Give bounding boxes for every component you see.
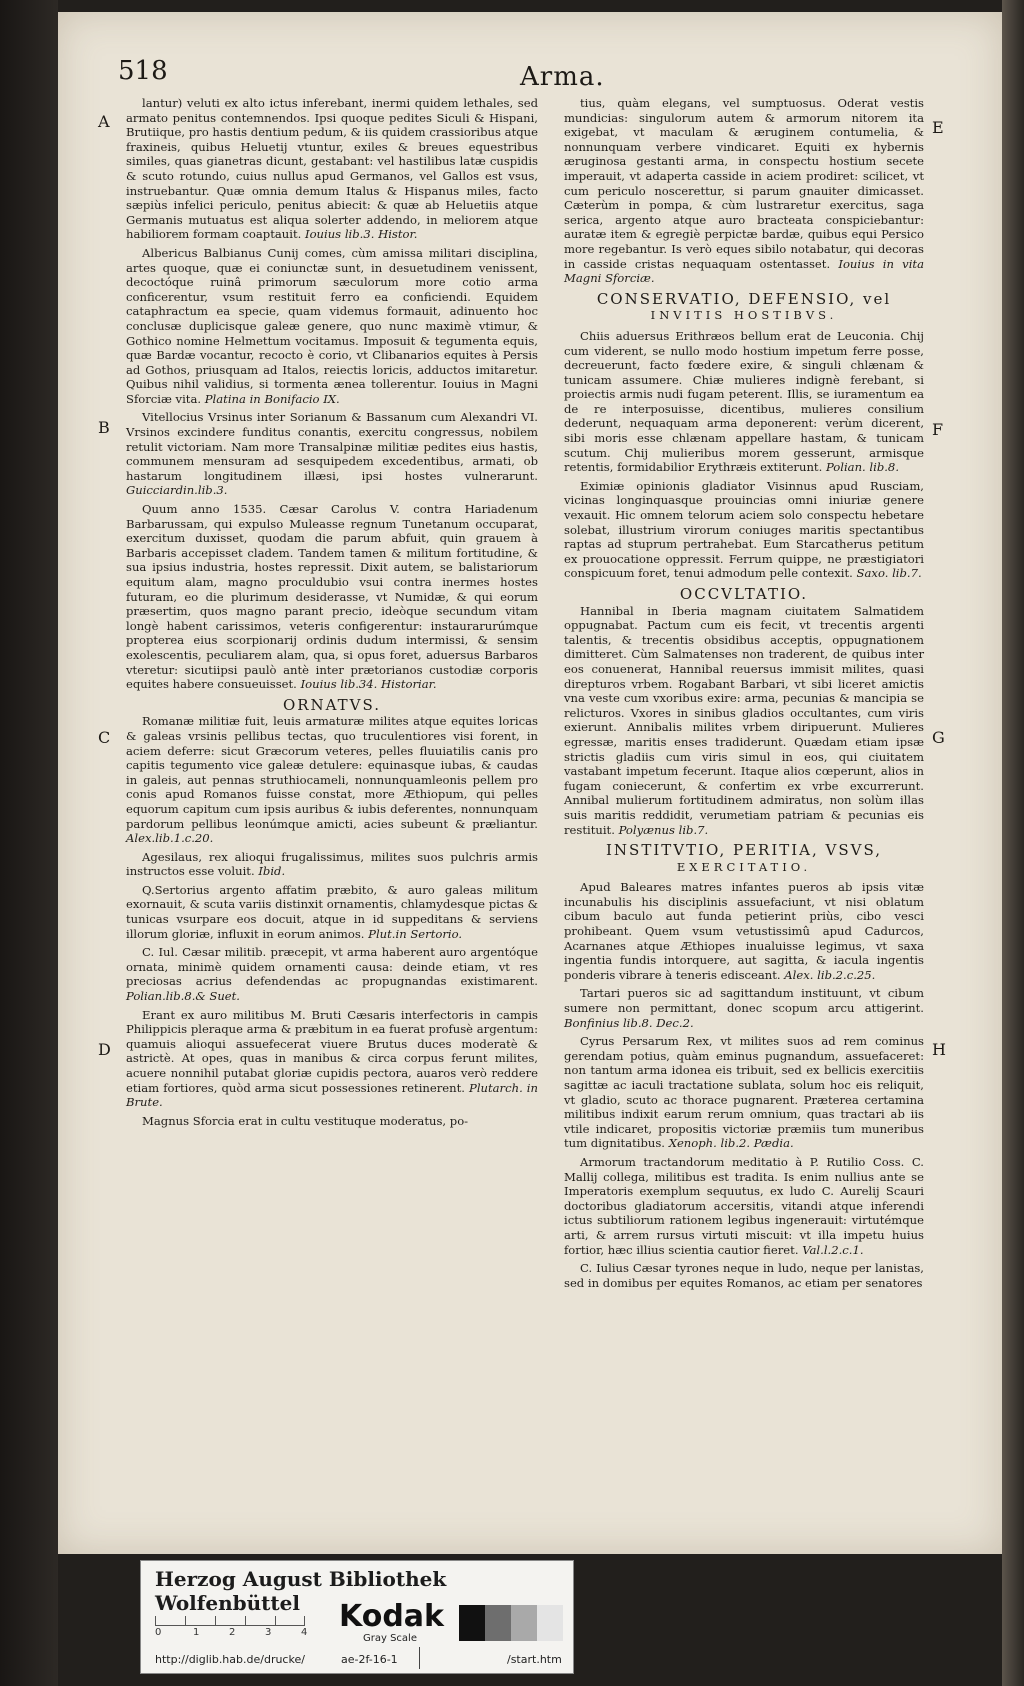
scale-number: 2	[229, 1627, 236, 1638]
paragraph	[564, 329, 924, 475]
citation: Alex. lib.2.c.25.	[784, 967, 876, 982]
section-subheading: INVITIS HOSTIBVS.	[650, 308, 838, 323]
paragraph	[126, 1008, 538, 1110]
section-heading: CONSERVATIO, DEFENSIO, vel	[596, 289, 892, 308]
section-heading: OCCVLTATIO.	[679, 585, 809, 603]
paragraph	[564, 1261, 924, 1290]
paragraph-text: Agesilaus, rex alioqui frugalissimus, milites suos pulchris armis instructos esse voluit.	[126, 849, 538, 879]
paragraph-text: Armorum tractandorum meditatio à P. Rutilio Coss. C. Mallij collega, militibus est tradita. Is enim nullius ante se Imperatoris exemplum sequutus, ex ludo C. Aurelij Scauri doctoribus gladiatorum accersitis, vitandi atque inferendi ictus subtiliorum rationem legibus ingenerauit: virtutémque arti, & arrem rursus virtuti miscuit: vt illa impetu huius fortior, hæc illius scientia cautior fieret.	[564, 1154, 924, 1257]
scale-number: 3	[265, 1627, 272, 1638]
paragraph	[126, 502, 538, 692]
paragraph-text: Cyrus Persarum Rex, vt milites suos ad rem cominus gerendam potius, quàm eminus pugnandum, assuefaceret: non tantum arma idonea eis tribuit, sed ex bellicis exercitiis sagittæ ac iaculi tractatione sublata, solum hoc eis reliquit, vt gladio, scuto ac thorace pugnarent. Præterea certamina militibus indixit earum rerum omnium, quas tractari ab iis vtile indicaret, propositis victoriæ præmiis tum muneribus tum dignitatibus.	[564, 1034, 924, 1151]
scale-number: 0	[155, 1627, 162, 1638]
paragraph-text: Apud Baleares matres infantes pueros ab ipsis vitæ incunabulis his disciplinis assuefaciunt, vt nisi oblatum cibum baculo aut funda petierint priùs, cibo vesci prohibeant. Quem vsum vetustissimû apud Cadurcos, Acarnanes atque Æthiopes inualuisse legimus, vt saxa ingentia fundis intorquere, aut sagitta, & iacula ingentis ponderis vibrare à teneris edisceant.	[564, 880, 924, 982]
citation: Iouius lib.34. Historiar.	[300, 677, 437, 692]
citation: Iouius in vita Magni Sforciæ.	[564, 256, 924, 286]
paragraph	[126, 945, 538, 1003]
kodak-logo: Kodak	[339, 1599, 444, 1634]
citation: Saxo. lib.7.	[856, 566, 922, 581]
margin-marker-right: E	[932, 118, 944, 137]
citation: Val.l.2.c.1.	[802, 1242, 864, 1257]
left-text-column	[126, 96, 538, 1132]
margin-marker-left: C	[98, 728, 111, 747]
paragraph	[126, 410, 538, 498]
scan-right-edge	[1002, 0, 1024, 1686]
margin-marker-left: D	[98, 1040, 111, 1059]
url-base: http://diglib.hab.de/drucke/	[155, 1653, 305, 1666]
paragraph	[564, 1155, 924, 1257]
margin-marker-right: F	[932, 420, 944, 439]
margin-marker-right: H	[932, 1040, 946, 1059]
paragraph-text: Hannibal in Iberia magnam ciuitatem Salmatidem oppugnabat. Pactum cum eis fecit, vt trecentis argenti talentis, & trecentis obsidibus acceptis, oppugnationem dimitteret. Cùm Salmatenses non traderent, de quibus inter eos conuenerat, Hannibal reuersus immisit milites, quasi direpturos vrbem. Rogabant Barbari, vt sibi liceret amictis vna veste cum vxoribus exire: arma, pecunias & mancipia se relicturos. Vxores in sinibus gladios occultantes, cum viris exierunt. Annibalis milites vrbem diripuerunt. Mulieres egressæ, maritis enses tradiderunt. Quædam etiam ipsæ strictis gladiis cum viris simul in eos, qui ciuitatem vastabant impetum fecerunt. Itaque alios cœperunt, alios in fugam coniecerunt, & confertim ex vrbe excurrerunt. Annibal mulierum fortitudinem admiratus, non solùm illas suis maritis reddidit, verumetiam patriam & pecunias eis restituit.	[564, 603, 924, 837]
gray-swatch-mid	[511, 1605, 537, 1641]
citation: Polyænus lib.7.	[618, 822, 709, 837]
paragraph-text: Romanæ militiæ fuit, leuis armaturæ milites atque equites loricas & galeas vrsinis pellibus tectas, quo truculentiores visi forent, in aciem deferre: sicut Græcorum veteres, pelles fluuiatilis canis pro capitis tegumento vice galeæ detulere: equinasque iubas, & caudas in galeis, aut pennas struthiocameli, nonnunquamleonis pellem pro conis apud Romanos fuisse constat, more Æthiopum, qui pelles equorum capitum cum ipsis auribus & iubis deferentes, nonnunquam pardorum pellibus leonúmque amicti, acies subeunt & præliantur.	[126, 714, 538, 831]
section-heading: ORNATVS.	[282, 695, 382, 714]
citation: Xenoph. lib.2. Pædia.	[668, 1136, 794, 1151]
url-end: /start.htm	[507, 1653, 562, 1666]
citation: Polian. lib.8.	[825, 460, 899, 475]
scan-left-edge	[0, 0, 58, 1686]
scale-ruler	[155, 1603, 305, 1626]
paragraph	[564, 96, 924, 286]
paragraph	[564, 880, 924, 982]
paragraph-text: C. Iul. Cæsar militib. præcepit, vt arma haberent auro argentóque ornata, minimè quidem ornamenti causa: deinde etiam, vt res preciosas acrius defendendas ac propugnandas existimarent.	[126, 945, 538, 989]
paragraph-text: Magnus Sforcia erat in cultu vestituque moderatus, po-	[142, 1113, 469, 1128]
paragraph-text: C. Iulius Cæsar tyrones neque in ludo, neque per lanistas, sed in domibus per equites Romanos, ac etiam per senatores	[564, 1261, 924, 1290]
paragraph	[564, 986, 924, 1030]
paragraph	[564, 604, 924, 838]
shelfmark: ae-2f-16-1	[341, 1653, 398, 1666]
gray-swatch-light	[537, 1605, 563, 1641]
paragraph-text: Tartari pueros sic ad sagittandum instituunt, vt cibum sumere non permittant, donec scopum arcu attigerint.	[564, 986, 924, 1016]
paragraph	[126, 246, 538, 407]
margin-marker-left: B	[98, 418, 110, 437]
paragraph	[126, 850, 538, 879]
paragraph-text: Albericus Balbianus Cunij comes, cùm amissa militari disciplina, artes quoque, quæ ei coniunctæ sunt, in desuetudinem venissent, decoctóque ruinâ primorum sæculorum more cotio arma conficerentur, vsum restituit ferro ea conficiendi. Equidem cataphractum ea specie, quam videmus formauit, adinuento hoc conclusæ duplicisque galeæ genere, quo nunc maximè vtimur, & Gothico nomine Helmettum vocitamus. Imposuit & tegumenta equis, quæ Bardæ vocantur, recocto è corio, vt Clibanarios equites à Persis ad Gothos, priusquam ad Italos, reiectis loricis, adductos imitaretur. Quibus nihil validius, si tormenta ænea tollerentur. Iouius in Magni Sforciæ vita.	[126, 245, 538, 406]
citation: Plutarch. in Brute.	[126, 1080, 538, 1110]
paragraph-text: tius, quàm elegans, vel sumptuosus. Oderat vestis mundicias: singulorum autem & armorum nitorem ita exigebat, vt maculam & æruginem contumelia, & nonnunquam verbere vindicaret. Equiti ex hybernis æruginosa gestanti arma, in conspectu hostium secete imperauit, vt adaperta casside in aciem prodiret: scilicet, vt cum periculo noscerettur, si parum gnauiter dimicasset. Cæterùm in pompa, & cùm lustraretur exercitus, saga serica, argento atque auro bracteata conspiciebantur: auratæ item & egregiè perpictæ bardæ, quibus equi Persico more regebantur. Is verò eques sibilo notabatur, qui decoras in casside cristas nequaquam ostentasset.	[564, 96, 924, 271]
citation: Ibid.	[258, 864, 286, 879]
paragraph	[126, 96, 538, 242]
citation: Platina in Bonifacio IX.	[204, 391, 340, 406]
paragraph-text: Eximiæ opinionis gladiator Visinnus apud Rusciam, vicinas longinquasque prouincias omni iniuriæ genere vexauit. Hic omnem telorum aciem solo conspectu hebetare solebat, illustrium virorum coniuges maritis spectantibus raptas ad stuprum pertrahebat. Eum Starcatherus petitum ex prouocatione oppressit. Ferrum quippe, ne præstigiatori conspicuum foret, tenui admodum pelle contexit.	[564, 478, 924, 581]
scale-number: 1	[193, 1627, 200, 1638]
margin-marker-right: G	[932, 728, 945, 747]
archive-label-card	[140, 1560, 574, 1674]
library-name: Herzog August Bibliothek Wolfenbüttel	[155, 1567, 447, 1615]
running-title: Arma.	[520, 62, 605, 92]
label-divider	[419, 1647, 420, 1669]
paragraph-text: Erant ex auro militibus M. Bruti Cæsaris interfectoris in campis Philippicis pleraque arma & præbitum in ea fuerat profusè argentum: quamuis alioqui assuefecerat viuere Brutus duces moderatè & astrictè. At opes, quas in manibus & circa corpus ferunt milites, acuere nonnihil putabat gloriæ cupidis pectora, auaros verò reddere etiam fortiores, quòd arma sicut possessiones retinerent.	[126, 1007, 538, 1095]
gray-swatch-black	[459, 1605, 485, 1641]
paragraph-text: Chiis aduersus Erithræos bellum erat de Leuconia. Chij cum viderent, se nullo modo hostium impetum ferre posse, decreuerunt, facto fœdere exire, & singuli chlænam & tunicam assumere. Chiæ mulieres indignè ferebant, si proiectis armis nudi fugam peterent. Illis, se iuramentum ea de re interposuisse, dicentibus, mulieres consilium dederunt, nequaquam arma deponerent: verùm dicerent, sibi moris esse chlænam appellare hastam, & tunicam scutum. Chij mulieribus morem gesserunt, armisque retentis, formidabilior Erythræis extiterunt.	[564, 328, 924, 475]
citation: Iouius lib.3. Histor.	[304, 227, 418, 242]
paragraph	[126, 1114, 538, 1129]
paragraph-text: lantur) veluti ex alto ictus inferebant, inermi quidem lethales, sed armato penitus contemnendos. Ipsi quoque pedites Siculi & Hispani, Brutiique, pro hastis dentium pedum, & iis quidem crassioribus atque fraxineis, quibus Heluetij vtuntur, exiles & breues equestribus similes, quas gianetras dicunt, gestabant: vel hastilibus latæ cuspidis & scuto rotundo, cuius nullus apud Germanos, vel Gallos est vsus, instruebantur. Quæ omnia demum Italus & Hispanus miles, facto sæpiùs infelici periculo, penitus abiecit: & quæ ab Heluetiis atque Germanis mutuatus est aliqua solerter addendo, in meliorem atque habiliorem formam coaptauit.	[126, 96, 538, 242]
citation: Alex.lib.1.c.20.	[126, 831, 214, 846]
paragraph	[564, 1034, 924, 1151]
paragraph-text: Q.Sertorius argento affatim præbito, & auro galeas militum exornauit, & scuta variis distinxit ornamentis, chlamydesque pictas & tunicas vsurpare eos docuit, atque in id suppeditans & serviens illorum gloriæ, influxit in eorum animos.	[126, 882, 538, 941]
margin-marker-left: A	[98, 112, 110, 131]
paragraph	[126, 883, 538, 941]
scale-number: 4	[301, 1627, 308, 1638]
page-number: 518	[118, 56, 168, 86]
paragraph-text: Quum anno 1535. Cæsar Carolus V. contra Hariadenum Barbarussam, qui expulso Muleasse regnum Tunetanum occuparat, exercitum duxisset, quodam die parum abfuit, quin grauem à Barbaris accepisset cladem. Tandem tamen & militum fortitudine, & sua ipsius industria, hostes repressit. Dixit autem, se balistariorum equitum alam, magno proculdubio vsui contra inermes hostes futuram, eo die plurimum desiderasse, vt Numidæ, & qui eorum præsertim, quos magno parant precio, ideòque secundum vitam longè habent carissimos, veteris configerentur: instaurarurúmque propterea eius scorpionarij ordinis dudum intermissi, & sensim exolescentis, peculiarem alam, qua, si opus foret, aduersus Barbaros vteretur: sicutiipsi paulò antè inter prætorianos custodiæ corporis equites habere consueuisset.	[126, 502, 538, 692]
section-heading: INSTITVTIO, PERITIA, VSVS,	[606, 841, 882, 860]
gray-scale-label: Gray Scale	[363, 1633, 417, 1644]
citation: Bonfinius lib.8. Dec.2.	[564, 1015, 694, 1030]
paragraph	[564, 479, 924, 581]
right-text-column	[564, 96, 924, 1294]
paragraph	[126, 714, 538, 845]
citation: Guicciardin.lib.3.	[126, 483, 228, 498]
gray-swatch-dark	[485, 1605, 511, 1641]
citation: Plut.in Sertorio.	[368, 926, 463, 941]
citation: Polian.lib.8.& Suet.	[126, 989, 240, 1004]
paragraph-text: Vitellocius Vrsinus inter Sorianum & Bassanum cum Alexandri VI. Vrsinos excindere funditus conantis, exercitu congressus, nobilem retulit victoriam. Nam more Transalpinæ militiæ pedites eius hastis, communem mensuram ad sesquipedem excedentibus, armati, ob hastarum longitudinem illæsi, ipsi hostes vulnerarunt.	[126, 410, 538, 483]
section-subheading: EXERCITATIO.	[676, 859, 812, 874]
